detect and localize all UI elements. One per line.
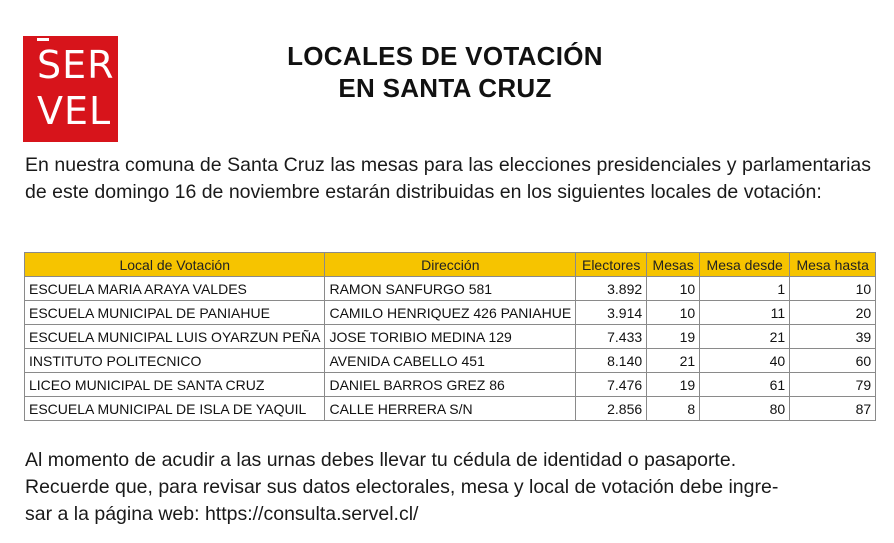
table-header-row bbox=[25, 253, 876, 277]
cell-electores: 7.433 bbox=[576, 325, 647, 349]
cell-local: ESCUELA MUNICIPAL DE PANIAHUE bbox=[25, 301, 325, 325]
cell-local: ESCUELA MARIA ARAYA VALDES bbox=[25, 277, 325, 301]
cell-mesa-desde: 80 bbox=[700, 397, 790, 421]
logo-line-2: VEL bbox=[37, 89, 112, 133]
cell-mesa-desde: 11 bbox=[700, 301, 790, 325]
intro-paragraph: En nuestra comuna de Santa Cruz las mesas para las elecciones presidenciales y parlamentarias de este domingo 16 de noviembre estarán distribuidas en los siguientes locales de votación: bbox=[25, 154, 871, 203]
table-row bbox=[25, 301, 876, 325]
footer-line-3: sar a la página web: https://consulta.servel.cl/ bbox=[25, 503, 419, 525]
cell-mesa-hasta: 87 bbox=[790, 397, 876, 421]
cell-mesa-hasta: 60 bbox=[790, 349, 876, 373]
header-local: Local de Votación bbox=[25, 253, 325, 277]
logo-accent-bar bbox=[37, 38, 49, 41]
cell-mesa-desde: 61 bbox=[700, 373, 790, 397]
page-title bbox=[230, 40, 660, 104]
cell-direccion: CALLE HERRERA S/N bbox=[325, 397, 576, 421]
voting-locations-table bbox=[24, 252, 876, 421]
title-line-2: EN SANTA CRUZ bbox=[338, 73, 552, 103]
header-electores: Electores bbox=[576, 253, 647, 277]
footer-paragraph bbox=[25, 447, 871, 528]
cell-direccion: DANIEL BARROS GREZ 86 bbox=[325, 373, 576, 397]
cell-electores: 3.914 bbox=[576, 301, 647, 325]
header-mesas: Mesas bbox=[647, 253, 700, 277]
table-row bbox=[25, 397, 876, 421]
cell-local: ESCUELA MUNICIPAL LUIS OYARZUN PEÑA bbox=[25, 325, 325, 349]
cell-direccion: JOSE TORIBIO MEDINA 129 bbox=[325, 325, 576, 349]
cell-electores: 8.140 bbox=[576, 349, 647, 373]
header-direccion: Dirección bbox=[325, 253, 576, 277]
cell-local: ESCUELA MUNICIPAL DE ISLA DE YAQUIL bbox=[25, 397, 325, 421]
cell-mesa-desde: 40 bbox=[700, 349, 790, 373]
cell-mesas: 21 bbox=[647, 349, 700, 373]
header-mesa-desde: Mesa desde bbox=[700, 253, 790, 277]
cell-mesas: 19 bbox=[647, 325, 700, 349]
cell-mesa-hasta: 10 bbox=[790, 277, 876, 301]
cell-electores: 2.856 bbox=[576, 397, 647, 421]
table-row bbox=[25, 349, 876, 373]
cell-direccion: CAMILO HENRIQUEZ 426 PANIAHUE bbox=[325, 301, 576, 325]
cell-mesas: 8 bbox=[647, 397, 700, 421]
cell-local: LICEO MUNICIPAL DE SANTA CRUZ bbox=[25, 373, 325, 397]
cell-electores: 3.892 bbox=[576, 277, 647, 301]
cell-mesa-hasta: 39 bbox=[790, 325, 876, 349]
cell-mesas: 19 bbox=[647, 373, 700, 397]
footer-line-2: Recuerde que, para revisar sus datos electorales, mesa y local de votación debe ingre- bbox=[25, 476, 779, 498]
cell-electores: 7.476 bbox=[576, 373, 647, 397]
cell-mesa-hasta: 79 bbox=[790, 373, 876, 397]
cell-mesas: 10 bbox=[647, 277, 700, 301]
header-mesa-hasta: Mesa hasta bbox=[790, 253, 876, 277]
logo-line-1: SER bbox=[37, 43, 115, 87]
cell-mesa-hasta: 20 bbox=[790, 301, 876, 325]
table-row bbox=[25, 373, 876, 397]
footer-line-1: Al momento de acudir a las urnas debes llevar tu cédula de identidad o pasaporte. bbox=[25, 449, 737, 471]
cell-direccion: AVENIDA CABELLO 451 bbox=[325, 349, 576, 373]
cell-mesas: 10 bbox=[647, 301, 700, 325]
cell-direccion: RAMON SANFURGO 581 bbox=[325, 277, 576, 301]
cell-local: INSTITUTO POLITECNICO bbox=[25, 349, 325, 373]
title-line-1: LOCALES DE VOTACIÓN bbox=[287, 41, 603, 71]
table-row bbox=[25, 277, 876, 301]
cell-mesa-desde: 21 bbox=[700, 325, 790, 349]
servel-logo bbox=[23, 36, 118, 142]
cell-mesa-desde: 1 bbox=[700, 277, 790, 301]
table-row bbox=[25, 325, 876, 349]
